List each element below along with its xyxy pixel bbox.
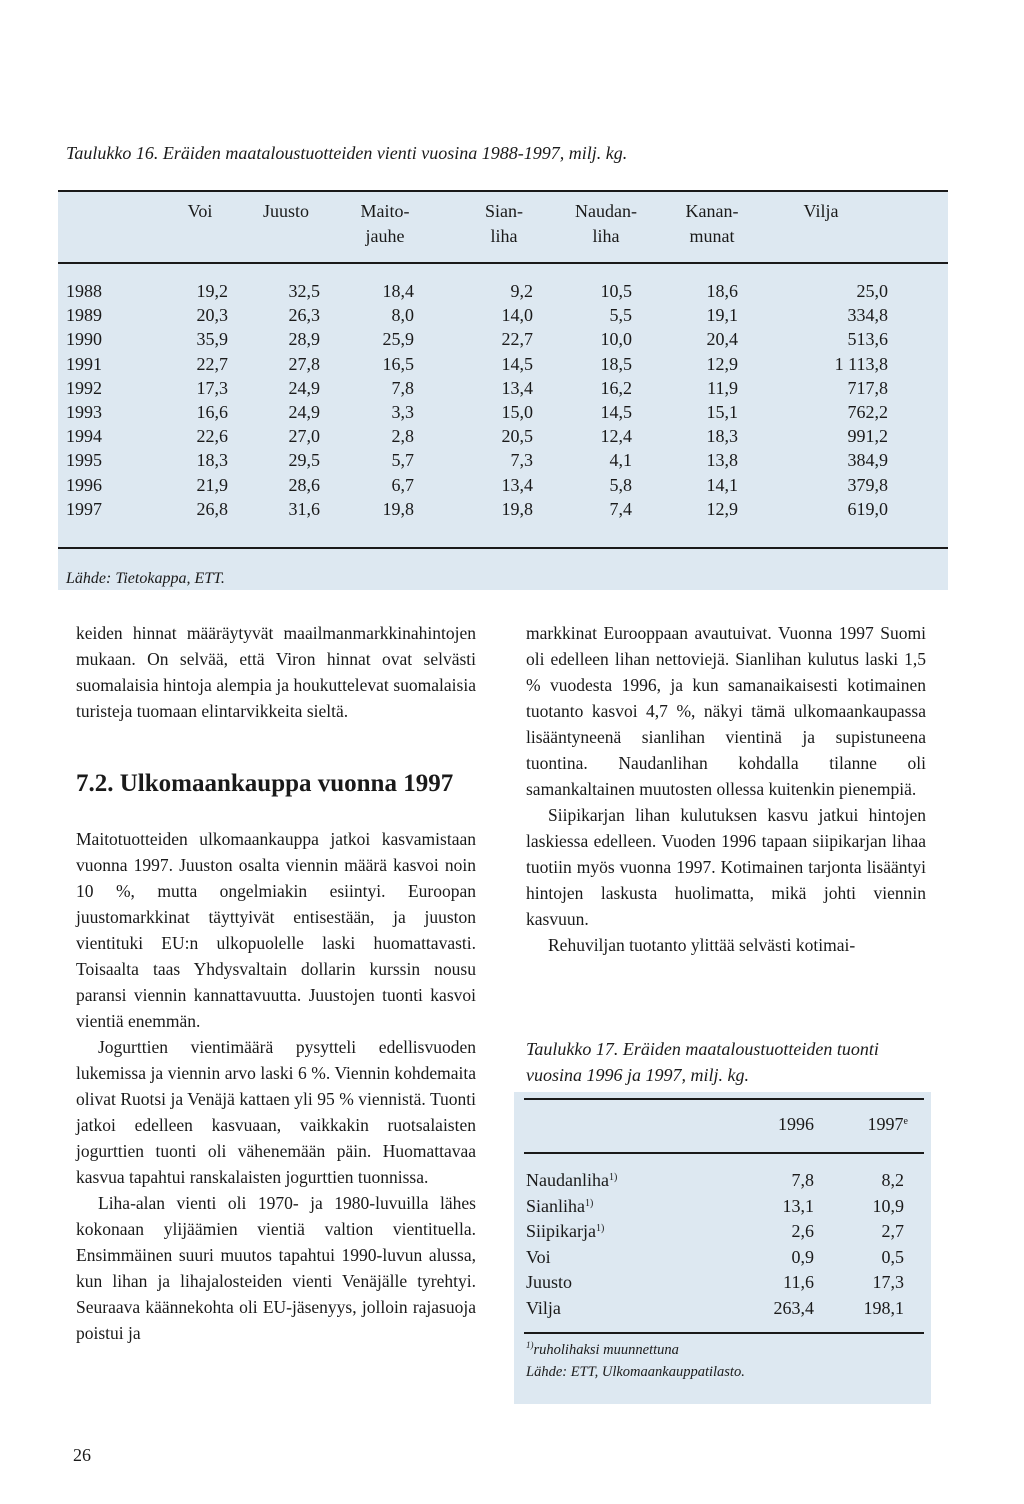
table16-value-cell: 16,5 [382,353,414,374]
table16-value-cell: 29,5 [288,450,320,471]
table16-value-cell: 619,0 [847,498,888,519]
table17-value-cell: 2,7 [881,1221,904,1241]
table16-value-cell: 762,2 [847,402,888,422]
table16-header-cell: Voi [187,201,213,221]
table16-value-cell: 10,5 [600,281,632,301]
table16-value-cell: 7,4 [609,498,632,519]
table16-value-cell: 28,9 [288,329,320,350]
paragraph: Siipikarjan lihan kulutuksen kasvu jatkui hintojen laskiessa edelleen. Vuoden 1996 tapaan siipikarjan lihaa tuotiin myös vuonna 1997. Kotimainen tarjonta lisääntyi hintojen laskusta huolimatta, mikä johti viennin kasvuun. [526,805,926,929]
table16-value-cell: 15,1 [706,402,738,422]
table17-value-cell: 2,6 [791,1221,814,1241]
table17-col2-header [804,1112,908,1136]
paragraph: keiden hinnat määräytyvät maailmanmarkkinahintojen mukaan. On selvää, että Viron hinnat ovat selvästi suomalaisia hintoja alempia ja houkuttelevat suomalaisia turisteja tuomaan elintarvikkeita sieltä. [76,623,476,721]
table16-value-cell: 14,5 [600,402,632,422]
page-number: 26 [73,1445,91,1465]
table16-value-cell: 18,4 [382,281,414,301]
table16-value-cell: 14,5 [501,353,533,374]
table16-value-cell: 5,7 [391,450,414,471]
table16-value-cell: 7,3 [510,450,533,471]
table16-value-cell: 7,8 [391,377,414,398]
table17-row-label [526,1194,593,1218]
table16-year-cell: 1989 [66,305,102,326]
table17-caption: Taulukko 17. Eräiden maataloustuotteiden tuonti vuosina 1996 ja 1997, milj. kg. [526,1039,879,1085]
table16-year-cell: 1992 [66,377,102,398]
table17-value-cell: 198,1 [863,1297,904,1318]
table17-value-cell: 11,6 [783,1272,814,1292]
table16-value-cell: 10,0 [600,329,632,350]
table16-year-cell: 1993 [66,402,102,422]
table16-header-cell: Naudan- [575,201,637,221]
table16-bottom-rule [58,547,948,549]
paragraph: Maitotuotteiden ulkomaankauppa jatkoi kasvamistaan vuonna 1997. Juuston osalta viennin määrä kasvoi noin 10 %, mutta ongelmiakin esiintyi. Euroopan juustomarkkinat täyttyivät entisestään, ja juuston vientituki EU:n ulkopuolelle laski huomattavasti. Toisaalta taas Yhdysvaltain dollarin kurssin nousu paransi viennin kannattavuutta. Juustojen tuonti kasvoi vientiä enemmän. [76,829,476,1031]
table16-header-cell: Sian- [485,201,523,221]
table16-value-cell: 22,7 [501,329,533,350]
table16-value-cell: 9,2 [510,281,533,301]
table17-value-cell: 0,9 [791,1246,814,1267]
table16-value-cell: 17,3 [196,377,228,398]
table16-value-cell: 19,8 [382,498,414,519]
table16-value-cell: 5,5 [609,305,632,326]
table16-value-cell: 18,6 [706,281,738,301]
table16-value-cell: 21,9 [196,474,228,495]
table17 [514,1092,931,1404]
table17-product-name: Sianliha [526,1195,585,1216]
table17-row-label [526,1245,551,1269]
table16-value-cell: 13,4 [501,377,533,398]
table16-header-cell: Maito- [360,201,410,221]
table16-year-cell: 1988 [66,281,102,301]
table16-value-cell: 12,4 [600,426,632,447]
table17-value-cell: 17,3 [872,1272,904,1292]
table17-product-name: Juusto [526,1272,573,1292]
table16-value-cell: 16,6 [196,402,228,422]
table16-value-cell: 24,9 [288,377,320,398]
table16-value-cell: 35,9 [196,329,228,350]
table17-row-label [526,1168,617,1192]
table16-top-rule [58,190,948,192]
table16-header-cell: jauhe [365,226,405,246]
left-column-top [76,620,476,724]
table16-value-cell: 25,0 [856,281,888,301]
table16-value-cell: 26,3 [288,305,320,326]
table17-value-cell: 13,1 [782,1195,814,1216]
footnote-marker: 1) [585,1197,594,1209]
table16-value-cell: 13,4 [501,474,533,495]
table17-value-cell: 0,5 [881,1246,904,1267]
table16-value-cell: 19,1 [706,305,738,326]
table16-value-cell: 2,8 [391,426,414,447]
table16-value-cell: 717,8 [847,377,888,398]
table16-header-cell: Kanan- [685,201,739,221]
table17-top-rule [524,1098,924,1100]
table16-year-cell: 1996 [66,474,102,495]
footnote-marker: 1) [526,1340,534,1350]
table16-value-cell: 19,2 [196,281,228,301]
paragraph: Liha-alan vienti oli 1970- ja 1980-luvuilla lähes kokonaan ylijäämien vientiä valtion vientituella. Ensimmäinen suuri muutos tapahtui 1990-luvun alussa, kun lihan ja lihajalosteiden vienti Venäjälle tyrehtyi. Seuraava käännekohta oli EU-jäsenyys, jolloin rajasuoja poistui ja [76,1193,476,1343]
table16-year-cell: 1990 [66,329,102,350]
table17-source: Lähde: ETT, Ulkomaankauppatilasto. [526,1364,745,1380]
table16-value-cell: 28,6 [288,474,320,495]
table16-value-cell: 6,7 [391,474,414,495]
table17-value-cell: 10,9 [872,1195,904,1216]
table17-product-name: Naudanliha [526,1170,609,1190]
table16-value-cell: 26,8 [196,498,228,519]
table16-value-cell: 13,8 [706,450,738,471]
table17-col2-year: 1997 [867,1114,904,1134]
table16-year-cell: 1995 [66,450,102,471]
table16-value-cell: 11,9 [707,377,738,398]
table16-value-cell: 20,3 [196,305,228,326]
table16-value-cell: 27,8 [288,353,320,374]
table17-value-cell: 7,8 [791,1170,814,1190]
table17-col1-header: 1996 [778,1114,814,1134]
table16-value-cell: 12,9 [706,498,738,519]
section-heading: 7.2. Ulkomaankauppa vuonna 1997 [76,770,454,797]
table16-header-cell: munat [689,226,735,246]
table17-value-cell: 8,2 [881,1170,904,1190]
table16-value-cell: 4,1 [609,450,632,471]
table16-value-cell: 22,6 [196,426,228,447]
table16-value-cell: 27,0 [288,426,320,447]
table16-header-cell: Juusto [262,201,309,221]
table17-bottom-rule [524,1332,924,1334]
table16-header-cell: liha [592,226,620,246]
table16-value-cell: 20,5 [501,426,533,447]
table16-year-cell: 1991 [66,353,102,374]
table16-value-cell: 513,6 [847,329,888,350]
table16-value-cell: 18,3 [196,450,228,471]
table16-value-cell: 334,8 [847,305,888,326]
table16-value-cell: 991,2 [847,426,888,447]
footnote-text: ruholihaksi muunnettuna [533,1342,679,1358]
table16-value-cell: 384,9 [847,450,888,471]
table16-header-rule [58,262,948,264]
paragraph: Rehuviljan tuotanto ylittää selvästi kotimai- [548,935,856,955]
table17-value-cell: 263,4 [773,1297,814,1318]
table17-header-rule [524,1152,924,1154]
table17-product-name: Vilja [526,1297,561,1318]
table17-row-label [526,1270,572,1294]
table16-value-cell: 18,5 [600,353,632,374]
table16-caption: Taulukko 16. Eräiden maataloustuotteiden vienti vuosina 1988-1997, milj. kg. [66,143,628,163]
table16-year-cell: 1997 [66,498,102,519]
table16-value-cell: 31,6 [288,498,320,519]
table16-value-cell: 14,0 [501,305,533,326]
table16-value-cell: 12,9 [706,353,738,374]
table16-source: Lähde: Tietokappa, ETT. [66,570,225,587]
table16-value-cell: 14,1 [706,474,738,495]
table16-value-cell: 1 113,8 [834,353,888,374]
table17-product-name: Voi [526,1246,551,1267]
table16-value-cell: 15,0 [501,402,533,422]
table16 [58,190,948,590]
table16-header-cell: Vilja [803,201,839,221]
table16-value-cell: 22,7 [196,353,228,374]
right-column [526,620,926,958]
table16-value-cell: 379,8 [847,474,888,495]
table16-value-cell: 18,3 [706,426,738,447]
table16-value-cell: 3,3 [391,402,414,422]
table17-row-label [526,1219,604,1243]
table16-year-cell: 1994 [66,426,102,447]
table16-value-cell: 16,2 [600,377,632,398]
estimate-marker: e [903,1116,908,1127]
paragraph: Jogurttien vientimäärä pysytteli edellisvuoden lukemissa ja viennin arvo laski 6 %. Viennin kohdemaita olivat Ruotsi ja Venäjä kattaen yli 95 % viennistä. Tuonti jatkoi edelleen kasvuaan, vaikkakin ruotsalaisten jogurttien tuonti oli vähenemään päin. Huomattavaa kasvua tapahtui ranskalaisten jogurttien tuonnissa. [76,1037,476,1187]
table17-row-label [526,1296,561,1320]
left-column-body [76,826,476,1346]
table17-footnote [526,1342,679,1359]
table16-value-cell: 24,9 [288,402,320,422]
footnote-marker: 1) [596,1223,605,1234]
table16-value-cell: 8,0 [391,305,414,326]
table16-value-cell: 19,8 [501,498,533,519]
table17-product-name: Siipikarja [526,1221,596,1241]
table16-value-cell: 20,4 [706,329,738,350]
table16-value-cell: 5,8 [609,474,632,495]
footnote-marker: 1) [608,1172,618,1183]
table16-header-cell: liha [490,226,518,246]
paragraph: markkinat Eurooppaan avautuivat. Vuonna 1997 Suomi oli edelleen lihan nettoviejä. Sianlihan kulutus laski 1,5 % vuodesta 1996, ja kun samanaikaisesti kotimainen tuotanto kasvoi 4,7 %, näkyi tämä ulkomaankaupassa lisääntyneenä sianlihan vientinä ja supistuneena tuontina. Naudanlihan kohdalla tilanne oli samankaltainen muutosten ollessa kuitenkin pienempiä. [526,623,926,799]
table16-value-cell: 32,5 [288,281,320,301]
table16-value-cell: 25,9 [382,329,414,350]
